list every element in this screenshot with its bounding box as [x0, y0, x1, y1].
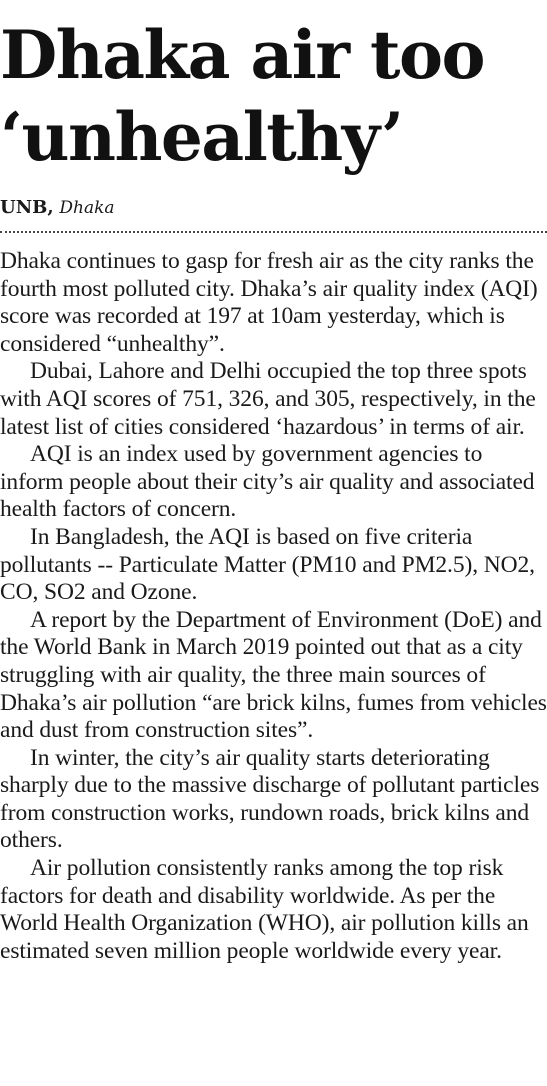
dotted-divider: [0, 231, 547, 233]
paragraph: Dubai, Lahore and Delhi occupied the top three spots with AQI scores of 751, 326, and 305, respectively, in the latest list of cities considered ‘hazardous’ in terms of air.: [0, 358, 536, 440]
paragraph: In Bangladesh, the AQI is based on five criteria pollutants -- Particulate Matter (PM10 and PM2.5), NO2, CO, SO2 and Ozone.: [0, 523, 535, 606]
byline-agency: UNB,: [0, 197, 54, 218]
headline: Dhaka air too ‘unhealthy’: [0, 16, 485, 176]
byline-place: Dhaka: [59, 198, 115, 218]
paragraph: Air pollution consistently ranks among the top risk factors for death and disability worldwide. As per the World Health Organization (WHO), air pollution kills an estimated seven million people worldwide every year.: [0, 855, 529, 964]
paragraph: In winter, the city’s air quality starts deteriorating sharply due to the massive discharge of pollutant particles from construction works, rundown roads, brick kilns and others.: [0, 744, 540, 854]
paragraph: AQI is an index used by government agencies to inform people about their city’s air quality and associated health factors of concern.: [0, 441, 535, 523]
article-body: [0, 248, 547, 965]
paragraph: A report by the Department of Environment (DoE) and the World Bank in March 2019 pointed out that as a city struggling with air quality, the three main sources of Dhaka’s air pollution “are brick kilns, fumes from vehicles and dust from construction sites”.: [0, 606, 547, 744]
byline: [0, 196, 115, 220]
paragraph: Dhaka continues to gasp for fresh air as the city ranks the fourth most polluted city. Dhaka’s air quality index (AQI) score was recorded at 197 at 10am yesterday, which is considered “unhealthy”.: [0, 248, 538, 357]
